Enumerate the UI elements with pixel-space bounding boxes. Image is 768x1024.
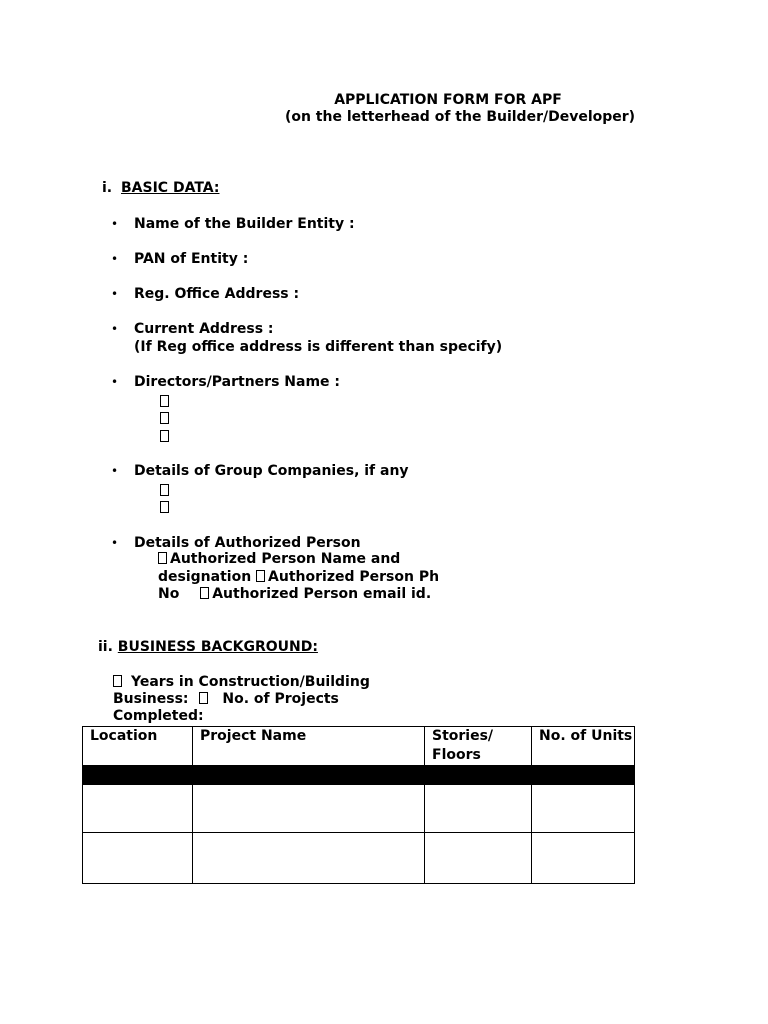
bullet-marker: • <box>111 375 119 389</box>
placeholder-box-icon <box>160 412 169 424</box>
table-row <box>83 833 635 884</box>
authorized-line-3 <box>158 586 431 604</box>
projects-table <box>82 726 635 884</box>
form-subtitle: (on the letterhead of the Builder/Developer) <box>284 109 636 125</box>
table-shaded-row <box>83 766 635 785</box>
section-basic-data-heading <box>102 180 219 198</box>
placeholder-box-icon <box>158 552 167 564</box>
placeholder-box-icon <box>160 501 169 513</box>
designation-label: designation <box>158 569 252 585</box>
table-cell <box>193 766 425 785</box>
column-header-location: Location <box>83 727 193 766</box>
table-cell <box>83 766 193 785</box>
authorized-email-label: Authorized Person email id. <box>212 586 432 602</box>
bullet-marker: • <box>111 217 119 231</box>
business-label: Business: <box>113 691 189 707</box>
no-of-projects-label: No. of Projects <box>222 691 339 707</box>
section-title: BASIC DATA: <box>121 180 220 196</box>
pan-label: PAN of Entity : <box>134 251 249 267</box>
table-cell[interactable] <box>425 833 532 884</box>
section-number: i. <box>102 180 113 196</box>
table-cell[interactable] <box>193 785 425 833</box>
form-title: APPLICATION FORM FOR APF <box>334 92 562 108</box>
column-header-project-name: Project Name <box>193 727 425 766</box>
authorized-phone-label: Authorized Person Ph <box>268 569 440 585</box>
table-cell[interactable] <box>83 785 193 833</box>
bullet-marker: • <box>111 322 119 336</box>
authorized-line-1 <box>158 551 400 569</box>
placeholder-box-icon <box>200 587 209 599</box>
authorized-person-label: Details of Authorized Person <box>134 535 361 551</box>
authorized-name-label: Authorized Person Name and <box>170 551 401 567</box>
table-row <box>83 785 635 833</box>
table-cell[interactable] <box>532 785 635 833</box>
section-business-background-heading <box>98 639 318 657</box>
directors-label: Directors/Partners Name : <box>134 374 341 390</box>
current-address-label: Current Address : <box>134 321 274 337</box>
bullet-marker: • <box>111 464 119 478</box>
section-title: BUSINESS BACKGROUND: <box>117 639 318 655</box>
table-cell <box>532 766 635 785</box>
group-companies-label: Details of Group Companies, if any <box>134 463 409 479</box>
column-header-no-of-units: No. of Units <box>532 727 635 766</box>
years-in-construction-label: Years in Construction/Building <box>131 674 370 690</box>
table-cell[interactable] <box>83 833 193 884</box>
section-number: ii. <box>98 639 113 655</box>
placeholder-box-icon <box>256 570 265 582</box>
placeholder-box-icon <box>160 484 169 496</box>
builder-entity-label: Name of the Builder Entity : <box>134 216 355 232</box>
bullet-marker: • <box>111 287 119 301</box>
table-cell <box>425 766 532 785</box>
reg-office-label: Reg. Office Address : <box>134 286 300 302</box>
completed-label: Completed: <box>113 708 204 724</box>
bullet-marker: • <box>111 536 119 550</box>
placeholder-box-icon <box>160 430 169 442</box>
business-line-1 <box>113 674 370 692</box>
table-cell[interactable] <box>425 785 532 833</box>
placeholder-box-icon <box>199 692 208 704</box>
table-header-row <box>83 727 635 766</box>
table-cell[interactable] <box>193 833 425 884</box>
placeholder-box-icon <box>160 395 169 407</box>
column-header-stories-floors: Stories/ Floors <box>425 727 532 766</box>
phone-no-label: No <box>158 586 180 602</box>
placeholder-box-icon <box>113 675 122 687</box>
business-line-2 <box>113 691 339 709</box>
table-cell[interactable] <box>532 833 635 884</box>
current-address-note: (If Reg office address is different than specify) <box>134 339 503 355</box>
bullet-marker: • <box>111 252 119 266</box>
authorized-line-2 <box>158 569 439 587</box>
